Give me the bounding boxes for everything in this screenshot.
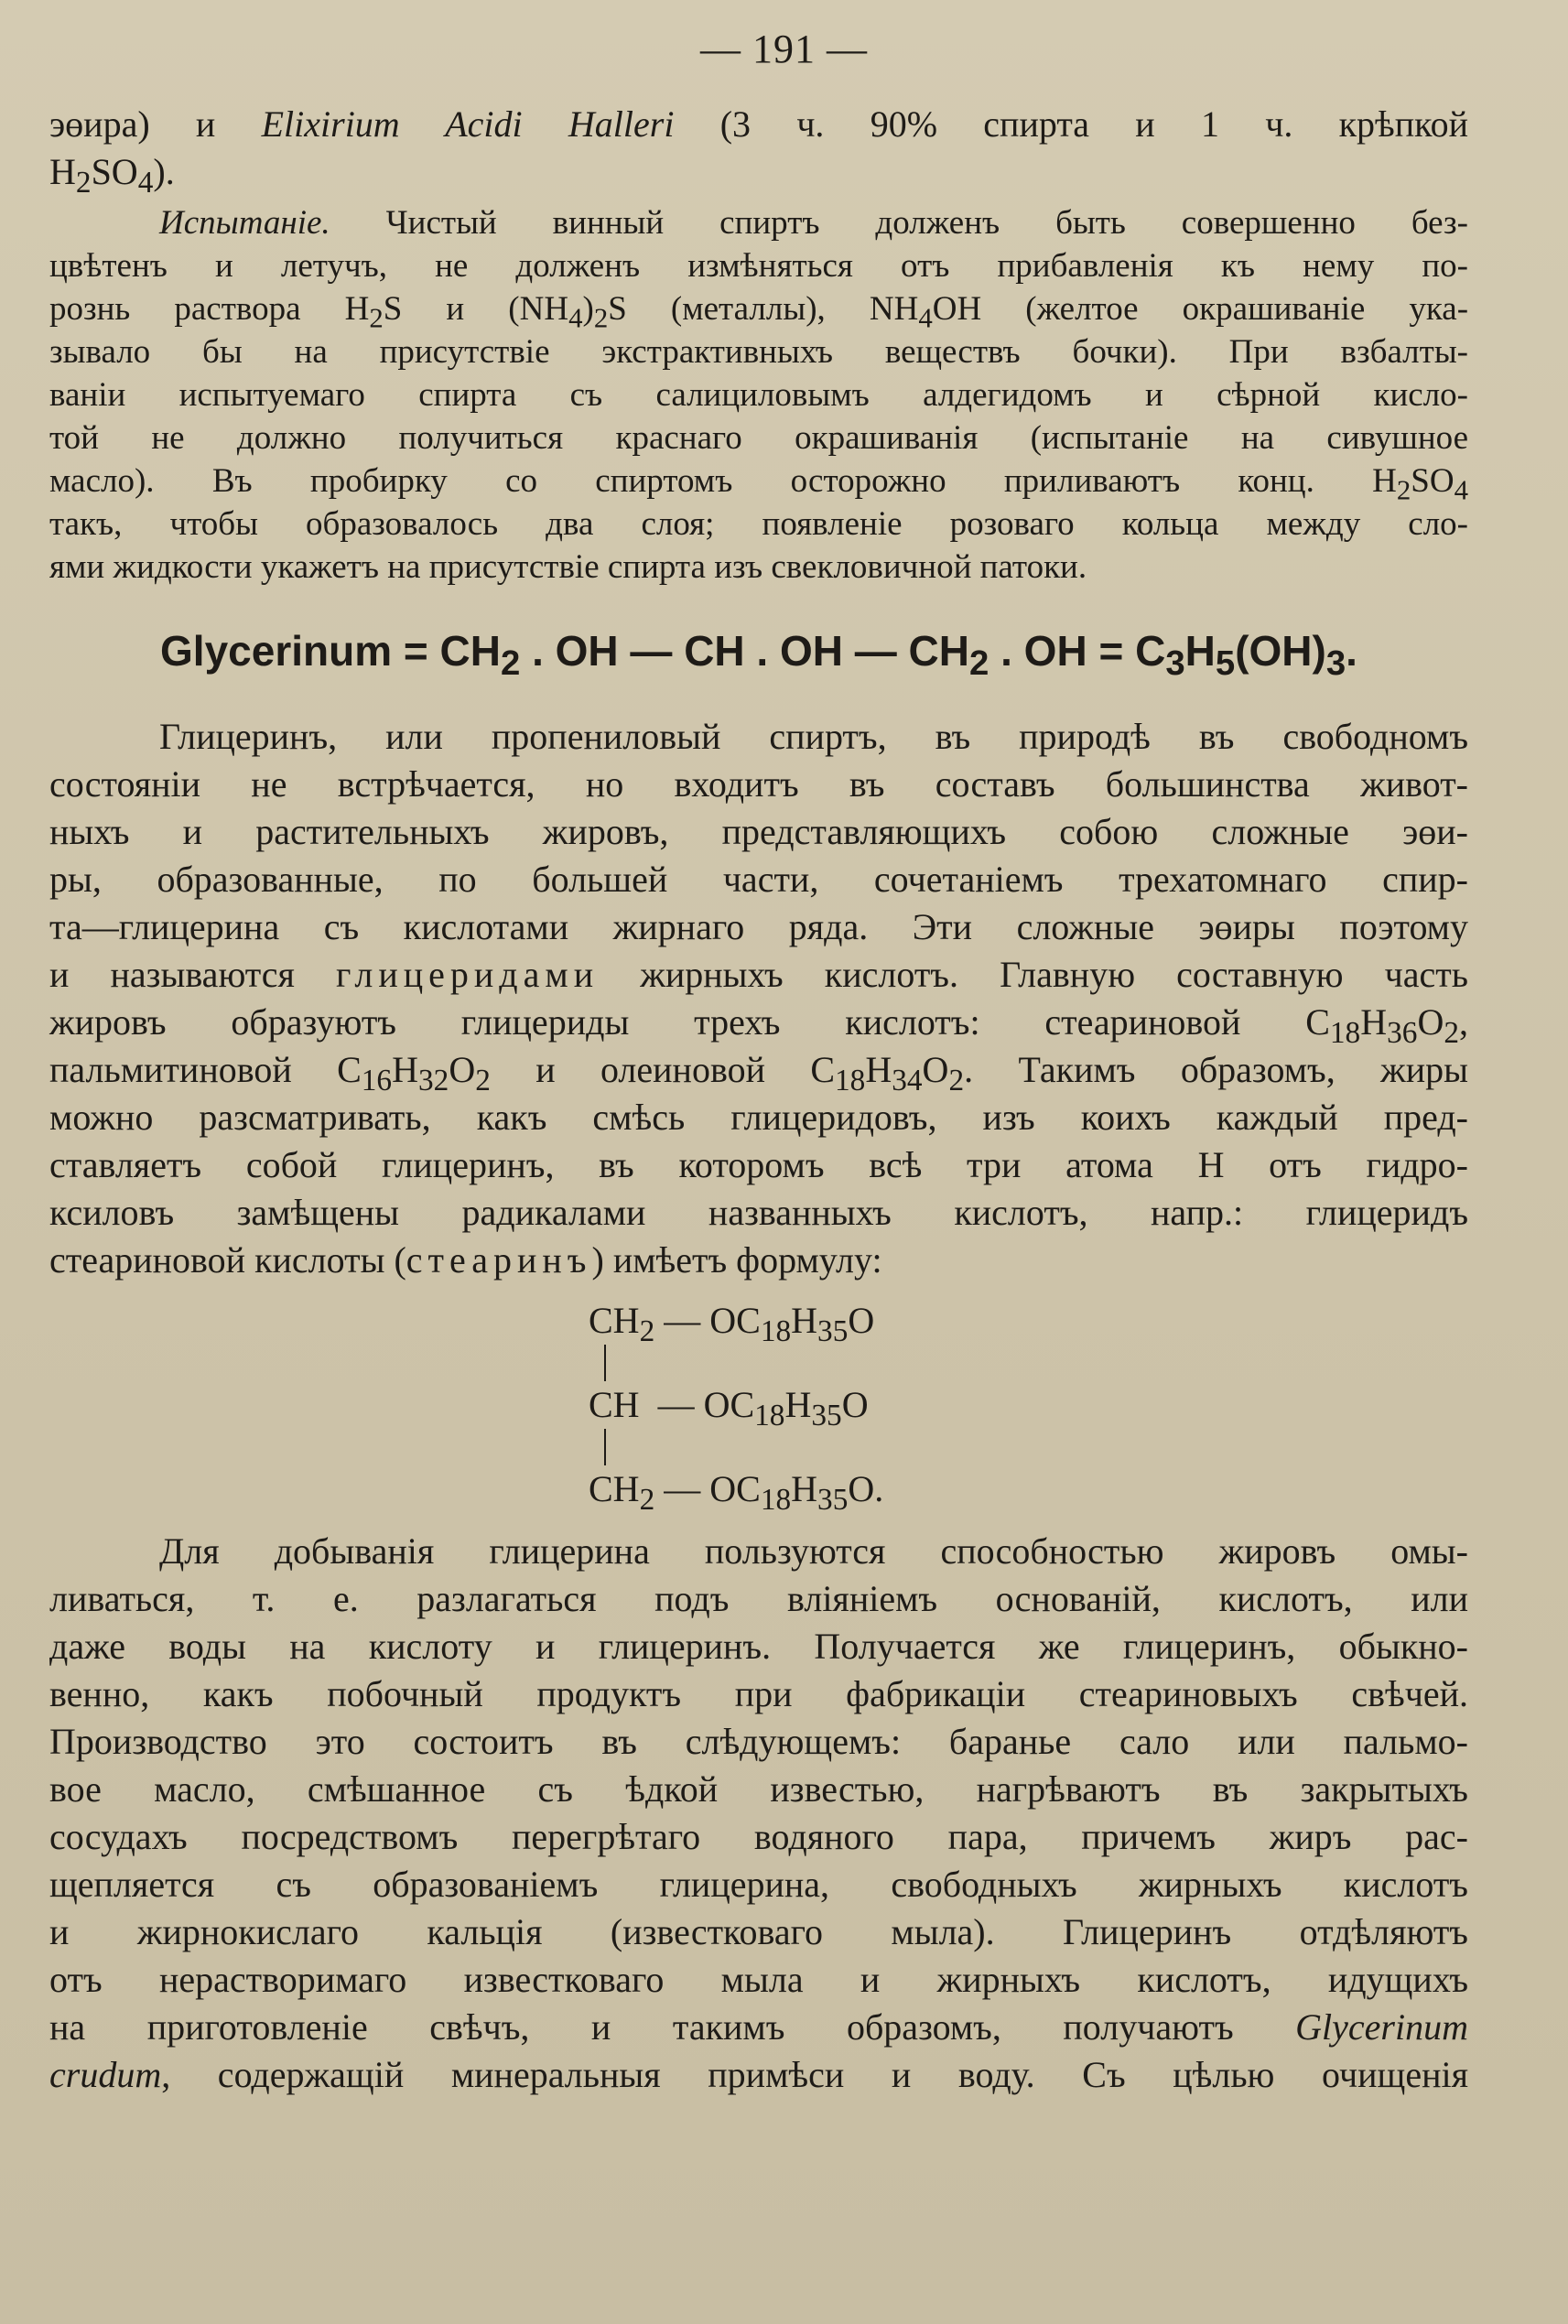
text-line: Испытаніе. Чистый винный спиртъ долженъ быть совершенно без- <box>159 204 1468 242</box>
structural-formula <box>589 1299 1468 1517</box>
text-line: Производство это состоитъ въ слѣдующемъ: баранье сало или пальмо- <box>49 1721 1468 1762</box>
text-line: масло). Въ пробирку со спиртомъ осторожно приливаютъ конц. $H_2SO_4$ <box>49 462 1468 506</box>
text-line: и жирнокислаго кальція (известковаго мыла). Глицеринъ отдѣляютъ <box>49 1911 1468 1952</box>
text-line: пальмитиновой $C_{16}H_{32}O_2$ и олеиновой $C_{18}H_{34}O_2$. Такимъ образомъ, жиры <box>49 1049 1468 1097</box>
text-line: рознь раствора $H_2S$ и $(NH_4)_2S$ (металлы), $NH_4OH$ (желтое окрашиваніе ука- <box>49 290 1469 334</box>
text-line: такъ, чтобы образовалось два слоя; появленіе розоваго кольца между сло- <box>49 505 1468 543</box>
page-number: — 191 — <box>700 27 868 71</box>
text-line: щепляется съ образованіемъ глицерина, свободныхъ жирныхъ кислотъ <box>49 1864 1468 1905</box>
text-line: эөира) и Elixirium Acidi Halleri (3 ч. 90% спирта и 1 ч. крѣпкой <box>49 103 1468 145</box>
text-line: состояніи не встрѣчается, но входитъ въ составъ большинства живот- <box>49 763 1468 805</box>
text-line: вое масло, смѣшанное съ ѣдкой известью, нагрѣваютъ въ закрытыхъ <box>49 1768 1468 1810</box>
bond-line <box>589 1427 1468 1467</box>
section-heading-glycerinum: Glycerinum = $CH_2$ . OH — CH . OH — $CH_2$ . OH = $C_3H_5(OH)_3$. <box>160 627 1357 684</box>
text-line: ливаться, т. е. разлагаться подъ вліяніемъ основаній, кислотъ, или <box>49 1578 1468 1619</box>
text-line: ями жидкости укажетъ на присутствіе спирта изъ свекловичной патоки. <box>49 548 1087 586</box>
text-line: зывало бы на присутствіе экстрактивныхъ веществъ бочки). При взбалты- <box>49 333 1468 371</box>
text-line: отъ нерастворимаго известковаго мыла и жирныхъ кислотъ, идущихъ <box>49 1959 1468 2000</box>
text-line: венно, какъ побочный продуктъ при фабрикаціи стеариновыхъ свѣчей. <box>49 1673 1468 1714</box>
text-line: crudum, содержащій минеральныя примѣси и воду. Съ цѣлью очищенія <box>49 2054 1468 2095</box>
text-line: жировъ образуютъ глицериды трехъ кислотъ: стеариновой $C_{18}H_{36}O_2$, <box>49 1001 1468 1050</box>
text-line: и называются глицеридами жирныхъ кислотъ. Главную составную часть <box>49 954 1468 995</box>
text-line: Глицеринъ, или пропениловый спиртъ, въ природѣ въ свободномъ <box>159 716 1468 757</box>
paragraph-4 <box>49 1528 1468 2099</box>
text-line: та—глицерина съ кислотами жирнаго ряда. Эти сложные эөиры поэтому <box>49 906 1468 947</box>
text-line: на приготовленіе свѣчъ, и такимъ образомъ, получаютъ Glycerinum <box>49 2006 1468 2048</box>
text-line: ксиловъ замѣщены радикалами названныхъ кислотъ, напр.: глицеридъ <box>49 1192 1468 1233</box>
text-line: той не должно получиться краснаго окрашиванія (испытаніе на сивушное <box>49 419 1468 457</box>
text-line: можно разсматривать, какъ смѣсь глицеридовъ, изъ коихъ каждый пред- <box>49 1097 1468 1138</box>
paragraph-1 <box>49 101 1468 200</box>
text-line: ныхъ и растительныхъ жировъ, представляющихъ собою сложные эөи- <box>49 811 1468 852</box>
paragraph-testing <box>49 201 1468 589</box>
paragraph-3 <box>49 713 1468 1284</box>
text-line: Для добыванія глицерина пользуются способностью жировъ омы- <box>159 1530 1468 1572</box>
text-line: ставляетъ собой глицеринъ, въ которомъ всѣ три атома H отъ гидро- <box>49 1144 1468 1185</box>
formula-row: $CH_2$ — $OC_{18}H_{35}O$ <box>589 1300 875 1348</box>
text-line: цвѣтенъ и летучъ, не долженъ измѣняться отъ прибавленія къ нему по- <box>49 247 1468 285</box>
text-line: даже воды на кислоту и глицеринъ. Получается же глицеринъ, обыкно- <box>49 1626 1468 1667</box>
bond-line <box>589 1343 1468 1383</box>
text-line: $H_2SO_4$). <box>49 151 175 200</box>
text-line: сосудахъ посредствомъ перегрѣтаго водяного пара, причемъ жиръ рас- <box>49 1816 1468 1857</box>
text-line: стеариновой кислоты (стеаринъ) имѣетъ формулу: <box>49 1239 882 1281</box>
text-line: ваніи испытуемаго спирта съ салициловымъ алдегидомъ и сѣрной кисло- <box>49 376 1468 414</box>
text-line: ры, образованные, по большей части, сочетаніемъ трехатомнаго спир- <box>49 859 1468 900</box>
page-body <box>49 101 1468 2099</box>
formula-row: CH — $OC_{18}H_{35}O$ <box>589 1384 869 1432</box>
formula-row: $CH_2$ — $OC_{18}H_{35}O$. <box>589 1468 884 1517</box>
